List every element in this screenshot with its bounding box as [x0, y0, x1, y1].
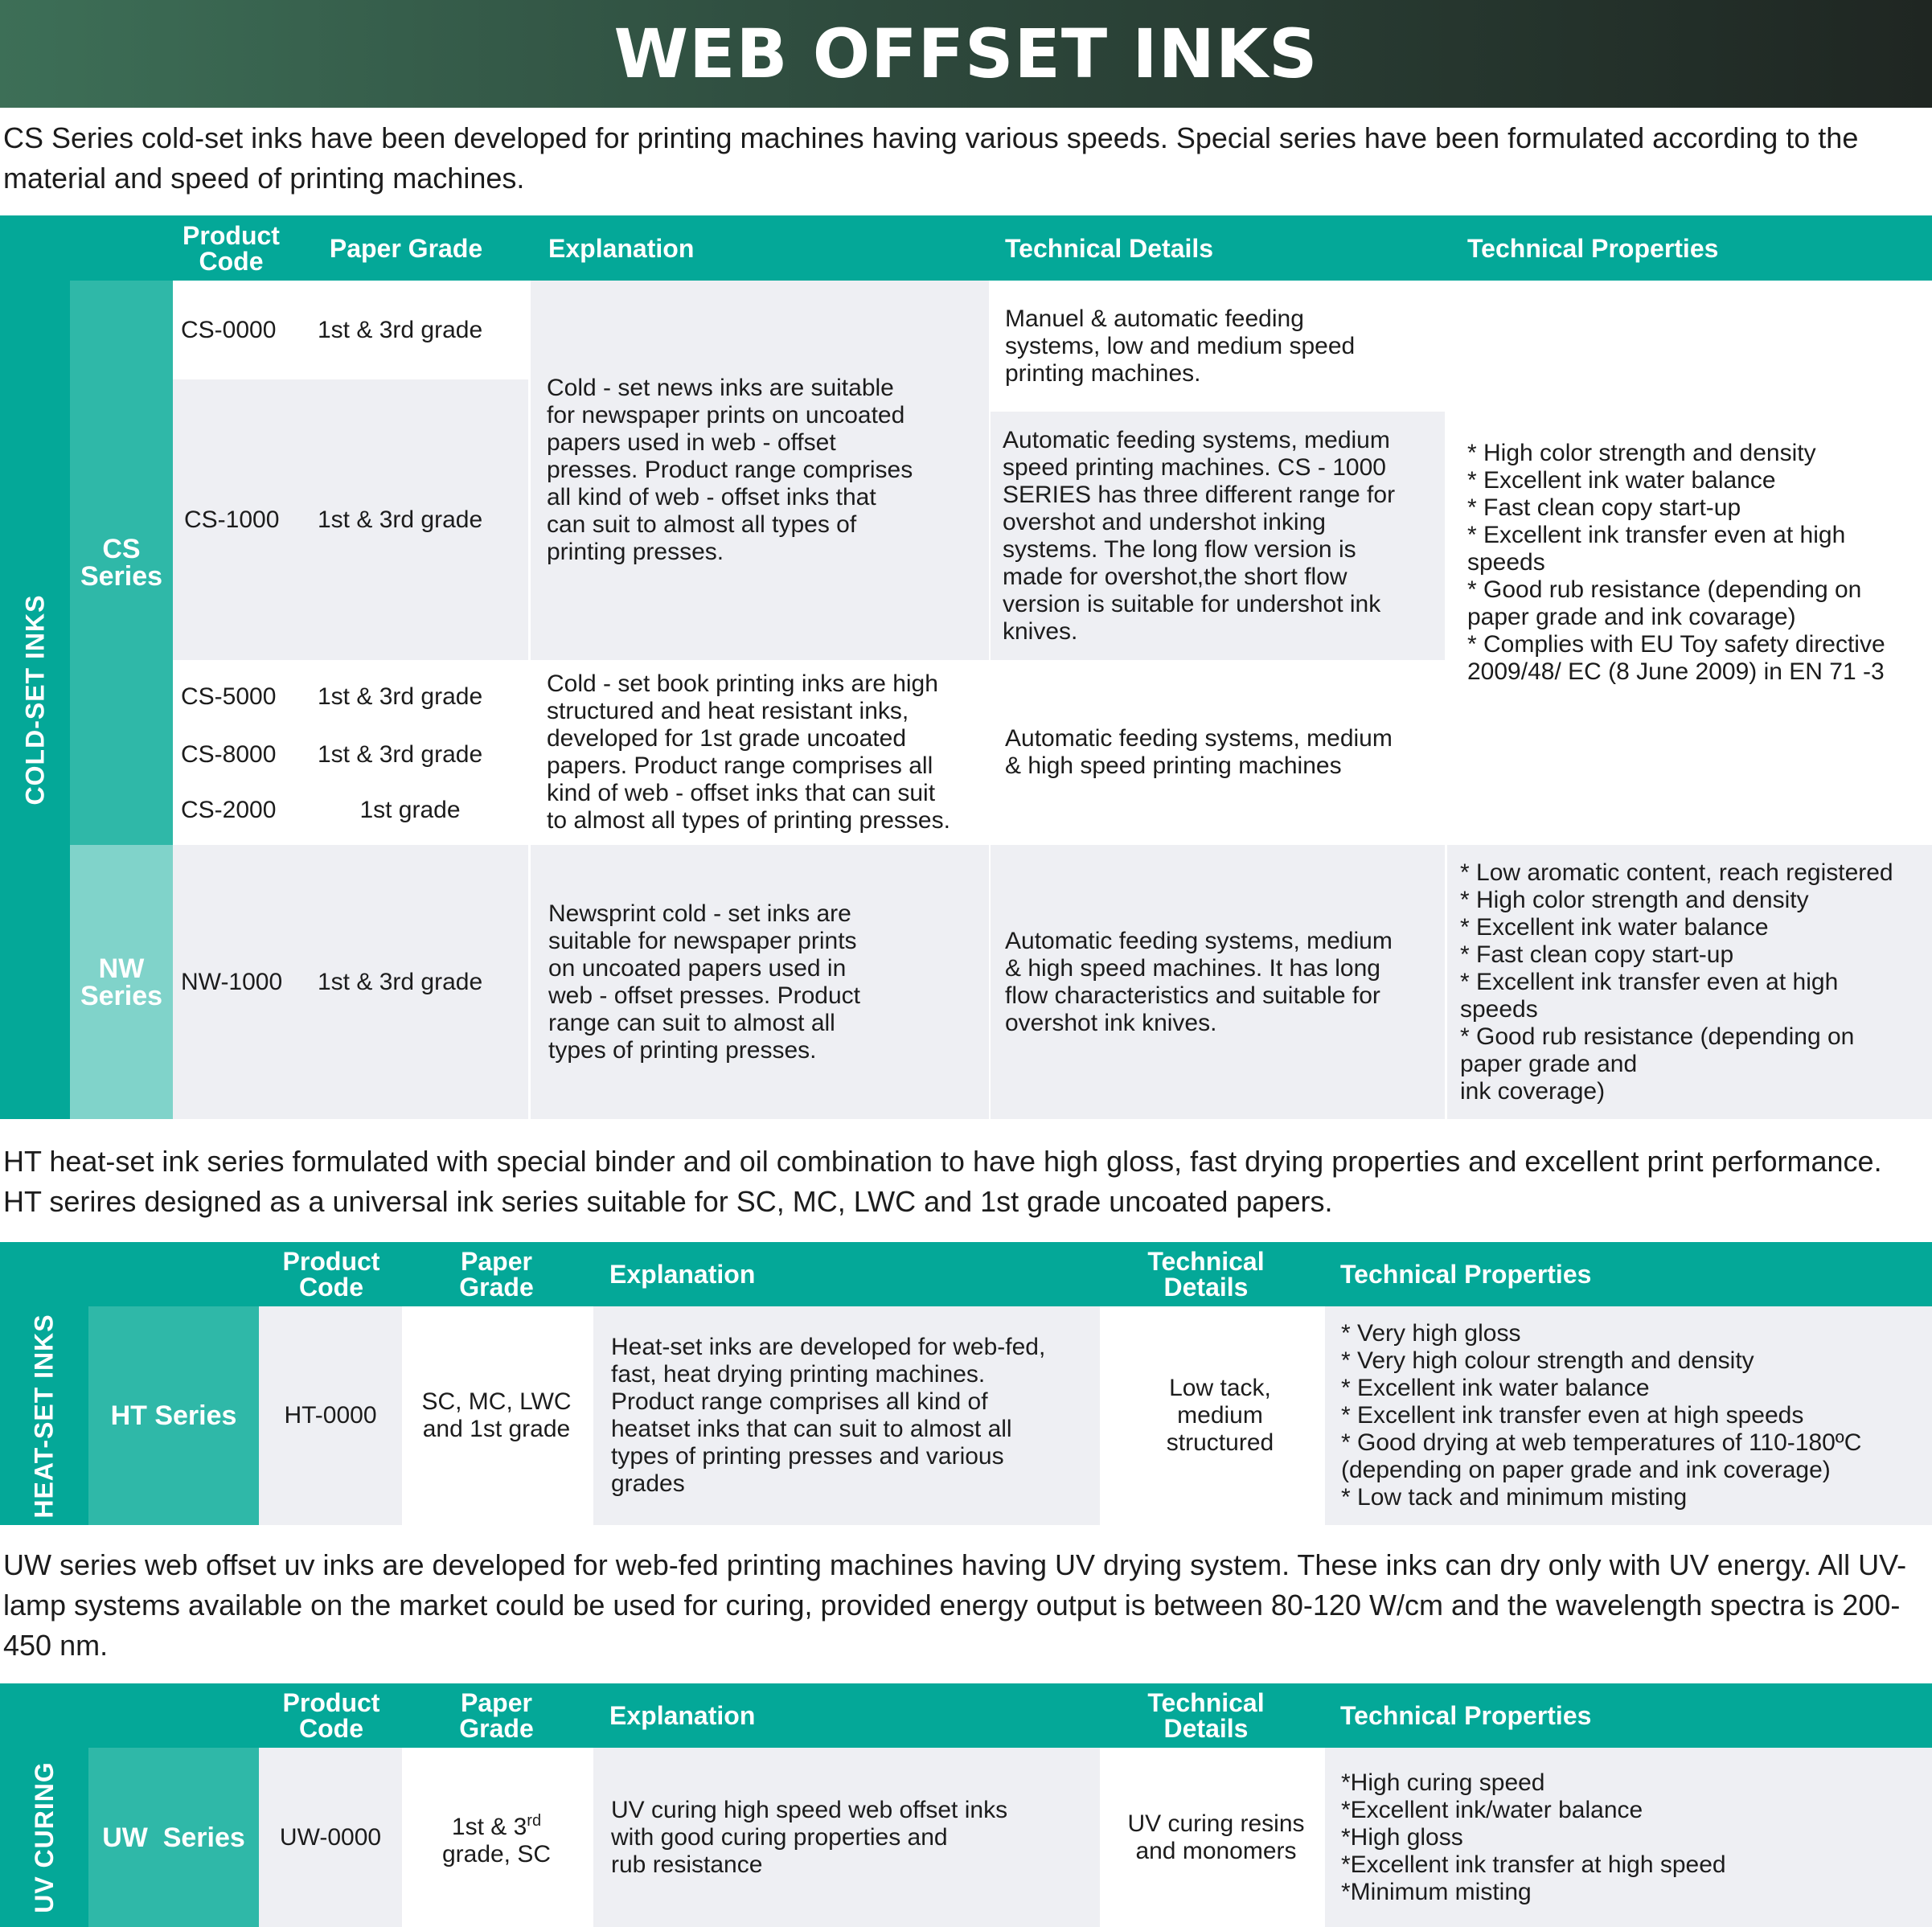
- product-code: NW-1000: [181, 968, 283, 995]
- paper-grade-sup: rd: [527, 1811, 542, 1830]
- properties-uw: *High curing speed *Excellent ink/water balance *High gloss *Excellent ink transfer at high speed *Minimum misting: [1325, 1748, 1932, 1927]
- page-title: WEB OFFSET INKS: [613, 14, 1319, 93]
- product-code: CS-1000: [184, 506, 280, 533]
- header-explanation: Explanation: [609, 1701, 756, 1730]
- title-banner: [0, 0, 1932, 108]
- header-technical-properties: Technical Properties: [1340, 1701, 1592, 1730]
- header-technical-details: Technical Details: [1005, 233, 1214, 263]
- paper-grade-line2: grade, SC: [441, 1840, 552, 1868]
- header-product-code: Product Code: [282, 1688, 380, 1743]
- ht-series-label: HT Series: [88, 1306, 259, 1525]
- header-technical-properties: Technical Properties: [1340, 1260, 1592, 1289]
- header-technical-details: Technical Details: [1147, 1247, 1265, 1302]
- heat-set-side-label: [0, 1306, 88, 1525]
- header-product-code: Product Code: [282, 1247, 380, 1302]
- product-code: CS-2000: [181, 797, 277, 823]
- header-paper-grade: Paper Grade: [459, 1688, 534, 1743]
- properties-cs: * High color strength and density * Excellent ink water balance * Fast clean copy start-up * Excellent ink transfer even at high speeds * Good rub resistance (depending on paper grade and ink covarage) * Complies with EU Toy safety directive 2009/48/ EC (8 June 2009) in EN 71 -3: [1447, 281, 1932, 845]
- cold-set-side-label: [0, 281, 70, 1119]
- cold-set-intro: CS Series cold-set inks have been developed for printing machines having various speeds. Special series have been formulated according to the material and speed of printing machines.: [3, 121, 1859, 195]
- details-uw: UV curing resins and monomers: [1101, 1748, 1331, 1927]
- details-cs-book: Automatic feeding systems, medium & high speed printing machines: [991, 660, 1445, 845]
- uw-series-label: UW Series: [88, 1748, 259, 1927]
- paper-grade-line1: 1st & 3: [451, 1813, 527, 1840]
- explanation-ht: Heat-set inks are developed for web-fed, fast, heat drying printing machines. Product range comprises all kind of heatset inks that can suit to almost all types of printing presses and various grades: [593, 1306, 1100, 1525]
- header-product-code: Product Code: [183, 220, 280, 276]
- paper-grade: 1st & 3rd grade: [318, 683, 483, 710]
- paper-grade: 1st & 3rd grade: [318, 968, 483, 995]
- header-paper-grade: Paper Grade: [329, 233, 483, 263]
- heat-set-side-text: HEAT-SET INKS: [29, 1313, 59, 1519]
- cs-series-label: CS Series: [70, 281, 173, 845]
- paper-grade: SC, MC, LWC and 1st grade: [402, 1306, 591, 1525]
- header-paper-grade: Paper Grade: [459, 1247, 534, 1302]
- product-code: CS-5000: [181, 683, 277, 710]
- header-explanation: Explanation: [609, 1260, 756, 1289]
- product-code: UW-0000: [259, 1748, 402, 1927]
- paper-grade: 1st & 3rd grade: [318, 506, 483, 533]
- details-ht: Low tack, medium structured: [1101, 1306, 1339, 1525]
- explanation-cs-news: Cold - set news inks are suitable for newspaper prints on uncoated papers used in web - offset presses. Product range comprises all kind of web - offset inks that can suit to almost all types of printing presses.: [531, 281, 989, 660]
- cold-set-side-text: COLD-SET INKS: [20, 594, 50, 806]
- explanation-cs-book: Cold - set book printing inks are high structured and heat resistant inks, developed for 1st grade uncoated papers. Product range comprises all kind of web - offset inks that can suit to almost all types of printing presses.: [531, 660, 989, 845]
- properties-nw: * Low aromatic content, reach registered * High color strength and density * Excellent ink water balance * Fast clean copy start-up * Excellent ink transfer even at high speeds * Good rub resistance (depending on paper grade and ink coverage): [1447, 845, 1932, 1119]
- uv-side-label: [0, 1748, 88, 1927]
- product-code: HT-0000: [259, 1306, 402, 1525]
- details-cs-0000: Manuel & automatic feeding systems, low and medium speed printing machines.: [991, 281, 1445, 412]
- explanation-nw: Newsprint cold - set inks are suitable for newspaper prints on uncoated papers used in web - offset presses. Product range can suit to almost all types of printing presses.: [531, 845, 989, 1119]
- paper-grade: [402, 1748, 591, 1927]
- explanation-uw: UV curing high speed web offset inks with good curing properties and rub resistance: [593, 1748, 1100, 1927]
- header-technical-properties: Technical Properties: [1467, 233, 1719, 263]
- details-nw: Automatic feeding systems, medium & high speed machines. It has long flow characteristics and suitable for overshot ink knives.: [991, 845, 1445, 1119]
- header-explanation: Explanation: [548, 233, 695, 263]
- product-code: CS-0000: [181, 316, 277, 343]
- paper-grade: 1st & 3rd grade: [318, 316, 483, 343]
- uv-side-text: UV CURING: [29, 1761, 59, 1913]
- header-technical-details: Technical Details: [1147, 1688, 1265, 1743]
- properties-ht: * Very high gloss * Very high colour strength and density * Excellent ink water balance * Excellent ink transfer even at high speeds * Good drying at web temperatures of 110-180ºC (depending on paper grade and ink coverage) * Low tack and minimum misting: [1325, 1306, 1932, 1525]
- heat-set-intro: HT heat-set ink series formulated with special binder and oil combination to have high gloss, fast drying properties and excellent print performance. HT serires designed as a universal ink series suitable for SC, MC, LWC and 1st grade uncoated papers.: [3, 1145, 1882, 1218]
- paper-grade: 1st grade: [359, 797, 461, 823]
- nw-series-label: NW Series: [70, 845, 173, 1119]
- details-cs-1000: Automatic feeding systems, medium speed printing machines. CS - 1000 SERIES has three different range for overshot and undershot inking systems. The long flow version is made for overshot,the short flow version is suitable for undershot ink knives.: [991, 412, 1445, 660]
- paper-grade: 1st & 3rd grade: [318, 741, 483, 768]
- uv-curing-intro: UW series web offset uv inks are developed for web-fed printing machines having UV drying system. These inks can dry only with UV energy. All UV-lamp systems available on the market could be used for curing, provided energy output is between 80-120 W/cm and the wavelength spectra is 200-450 nm.: [3, 1548, 1907, 1662]
- product-code: CS-8000: [181, 741, 277, 768]
